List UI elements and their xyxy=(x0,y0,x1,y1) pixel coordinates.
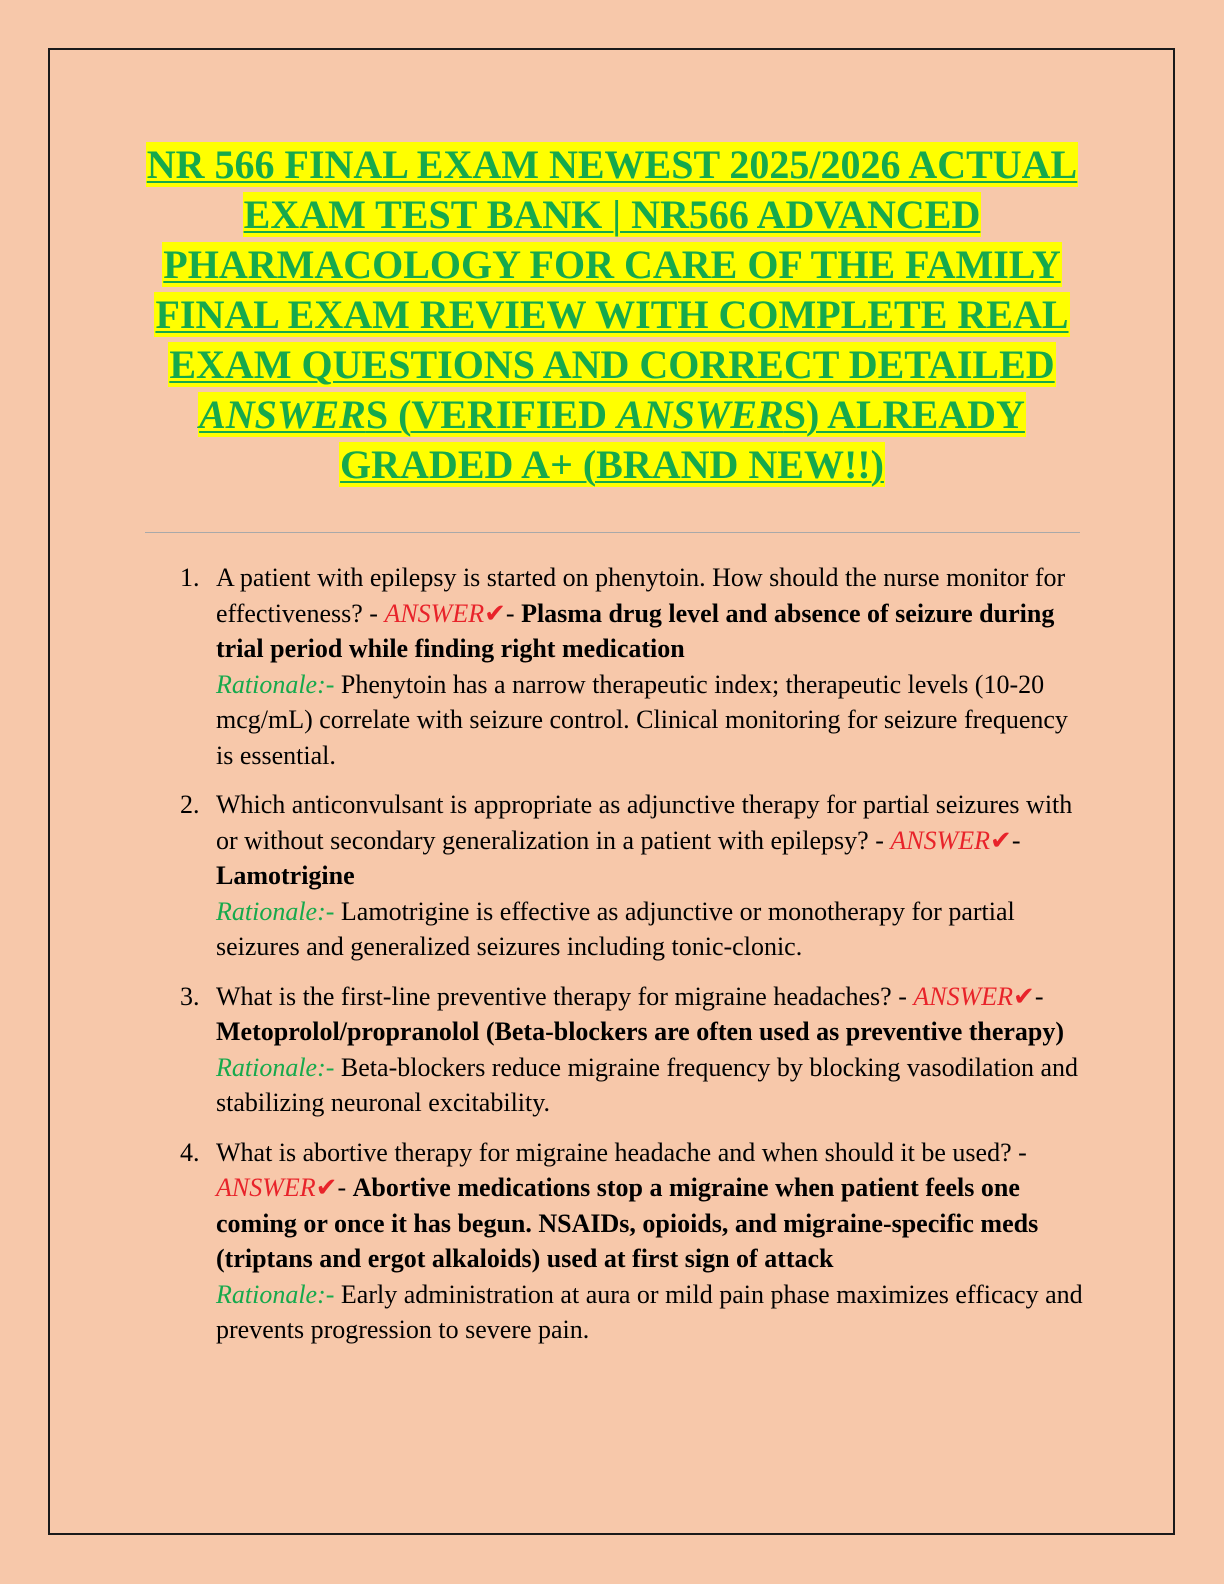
title-part-1: NR 566 FINAL EXAM NEWEST 2025/2026 ACTUAL EXAM TEST BANK | NR566 ADVANCED PHARMACOLOGY FOR CARE OF THE FAMILY FINAL EXAM REVIEW WITH COMPLETE REAL EXAM QUESTIONS AND CORRECT DETAILED xyxy=(146,142,1078,387)
answer-suffix: - xyxy=(337,1173,353,1202)
rationale-text: Beta-blockers reduce migraine frequency by blocking vasodilation and stabilizing neuronal excitability. xyxy=(216,1052,1079,1117)
title-part-2: S (VERIFIED xyxy=(365,392,617,437)
answer-label: ANSWER xyxy=(913,981,1014,1011)
checkmark-icon: ✔ xyxy=(990,825,1012,855)
answer-prefix: - xyxy=(1018,1137,1027,1167)
answer-prefix: - xyxy=(875,825,891,855)
question-number: 2. xyxy=(180,790,200,819)
answer-text: Plasma drug level and absence of seizure during trial period while finding right medication xyxy=(216,598,1055,663)
document-title xyxy=(130,140,1094,490)
answer-suffix: - xyxy=(505,598,522,628)
answer-suffix: - xyxy=(1011,825,1021,855)
title-answer-word-1: ANSWER xyxy=(199,392,366,437)
rationale-text: Lamotrigine is effective as adjunctive or monotherapy for partial seizures and generalized seizures including tonic-clonic. xyxy=(216,896,1015,961)
answer-prefix: - xyxy=(898,981,914,1011)
answer-text: Abortive medications stop a migraine when patient feels one coming or once it has begun. NSAIDs, opioids, and migraine-specific meds (triptans and ergot alkaloids) used at first sign of attack xyxy=(216,1173,1039,1273)
rationale-label: Rationale:- xyxy=(216,896,341,926)
question-number: 4. xyxy=(180,1137,200,1167)
question-text: Which anticonvulsant is appropriate as adjunctive therapy for partial seizures with or without secondary generalization in a patient with epilepsy? xyxy=(216,790,1073,855)
answer-prefix: - xyxy=(369,598,385,628)
question-item xyxy=(180,560,1086,773)
answer-text: Metoprolol/propranolol (Beta-blockers are often used as preventive therapy) xyxy=(216,1017,1065,1046)
answer-label: ANSWER xyxy=(216,1173,316,1202)
question-number: 1. xyxy=(180,563,200,592)
question-text: What is the first-line preventive therapy for migraine headaches? xyxy=(216,981,899,1011)
question-text: What is abortive therapy for migraine headache and when should it be used? xyxy=(216,1137,1019,1167)
rationale-label: Rationale:- xyxy=(216,1279,341,1309)
question-item xyxy=(180,1135,1086,1348)
rationale-label: Rationale:- xyxy=(216,669,341,699)
answer-label: ANSWER xyxy=(890,825,991,855)
answer-label: ANSWER xyxy=(384,598,485,628)
answer-text: Lamotrigine xyxy=(216,861,355,890)
rationale-label: Rationale:- xyxy=(216,1052,341,1082)
title-answer-word-2: ANSWER xyxy=(617,392,784,437)
question-item xyxy=(180,787,1086,965)
answer-suffix: - xyxy=(1034,981,1044,1011)
question-list xyxy=(180,560,1086,1362)
question-item xyxy=(180,979,1086,1121)
question-number: 3. xyxy=(180,981,200,1011)
horizontal-rule xyxy=(145,532,1080,533)
title-part-3: S) ALREADY GRADED A+ (BRAND NEW!!) xyxy=(340,392,1025,487)
checkmark-icon: ✔ xyxy=(315,1173,338,1202)
checkmark-icon: ✔ xyxy=(1013,981,1035,1011)
rationale-text: Phenytoin has a narrow therapeutic index; therapeutic levels (10-20 mcg/mL) correlate with seizure control. Clinical monitoring for seizure frequency is essential. xyxy=(216,669,1068,770)
title-highlight xyxy=(146,142,1079,487)
question-text: A patient with epilepsy is started on phenytoin. How should the nurse monitor for effectiveness? xyxy=(216,563,1066,628)
checkmark-icon: ✔ xyxy=(484,598,506,628)
rationale-text: Early administration at aura or mild pain phase maximizes efficacy and prevents progression to severe pain. xyxy=(216,1279,1083,1344)
